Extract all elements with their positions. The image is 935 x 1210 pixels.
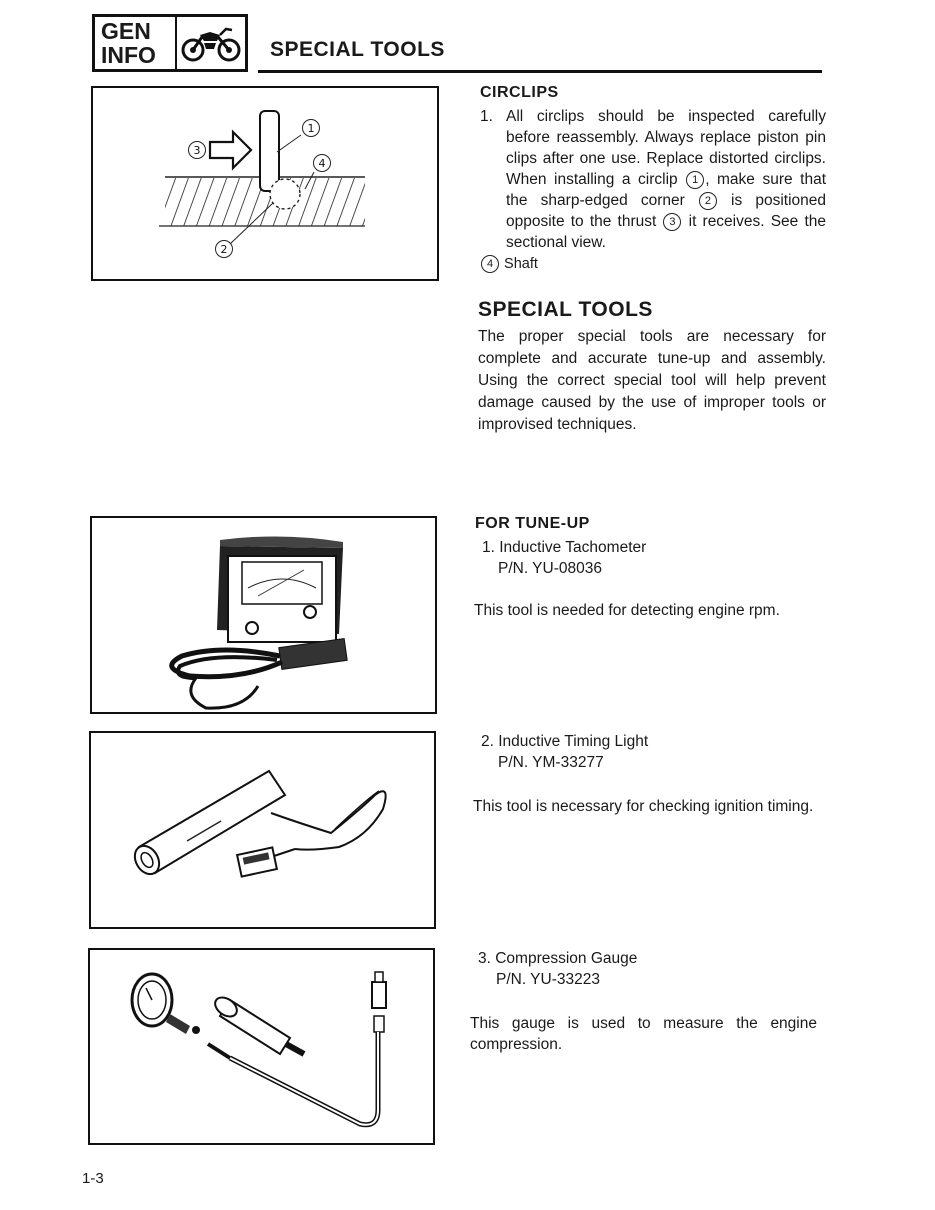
tool-2-name: 2. Inductive Timing Light bbox=[481, 733, 649, 750]
circlips-text-1: All circlips should be inspected carefully before reassembly. Always replace piston pin clips after one use. Replace distorted circlips. When installing a circlip bbox=[506, 108, 826, 188]
badge-line-info: INFO bbox=[101, 42, 156, 68]
motorcycle-icon bbox=[177, 17, 245, 69]
diagram-label-1: 1 bbox=[307, 122, 315, 135]
compression-gauge-illustration bbox=[90, 950, 433, 1143]
page-number: 1-3 bbox=[82, 1170, 104, 1187]
tool-3-name: 3. Compression Gauge bbox=[478, 950, 638, 967]
timing-light-panel bbox=[89, 731, 436, 929]
tune-up-heading: FOR TUNE-UP bbox=[475, 515, 590, 532]
tool-2-part-number: P/N. YM-33277 bbox=[498, 754, 604, 771]
tool-1-description: This tool is needed for detecting engine rpm. bbox=[474, 602, 780, 619]
tachometer-illustration bbox=[92, 518, 435, 712]
header-rule bbox=[258, 70, 822, 73]
special-tools-intro: The proper special tools are necessary for complete and accurate tune-up and assembly. Using the correct special tool will help prevent damage caused by the use of improper tools or improvised techniques. bbox=[478, 328, 826, 433]
badge-line-gen: GEN bbox=[101, 18, 151, 44]
compression-gauge-panel bbox=[88, 948, 435, 1145]
tachometer-panel bbox=[90, 516, 437, 714]
circlips-legend bbox=[480, 254, 826, 275]
circlip-diagram-panel bbox=[91, 86, 439, 281]
diagram-label-4: 4 bbox=[318, 157, 326, 170]
badge-text bbox=[95, 17, 177, 69]
diagram-label-3: 3 bbox=[193, 144, 201, 157]
tool-1-name: 1. Inductive Tachometer bbox=[482, 539, 647, 556]
page-header-title: SPECIAL TOOLS bbox=[270, 38, 445, 61]
circlips-legend-marker: 4 bbox=[481, 255, 499, 273]
circlips-marker-1: 1 bbox=[686, 171, 704, 189]
circlips-item-number: 1. bbox=[480, 108, 493, 125]
special-tools-heading: SPECIAL TOOLS bbox=[478, 298, 653, 321]
circlip-sectional-diagram bbox=[93, 88, 437, 279]
circlips-text-3: is positioned opposite to the thrust bbox=[506, 192, 826, 230]
tool-1-part-number: P/N. YU-08036 bbox=[498, 560, 602, 577]
circlips-marker-2: 2 bbox=[699, 192, 717, 210]
circlips-marker-3: 3 bbox=[663, 213, 681, 231]
timing-light-illustration bbox=[91, 733, 434, 927]
tool-3-part-number: P/N. YU-33223 bbox=[496, 971, 600, 988]
circlips-heading: CIRCLIPS bbox=[480, 84, 559, 101]
tool-2-description: This tool is necessary for checking ignition timing. bbox=[473, 798, 814, 815]
circlips-text-2: , make sure that the sharp-edged corner bbox=[506, 171, 826, 209]
circlips-text-4: it receives. See the sectional view. bbox=[506, 213, 826, 251]
gen-info-badge bbox=[92, 14, 248, 72]
circlips-legend-text: Shaft bbox=[504, 256, 538, 272]
diagram-label-2: 2 bbox=[220, 243, 228, 256]
circlips-instruction bbox=[480, 106, 826, 275]
tool-3-description: This gauge is used to measure the engine compression. bbox=[470, 1015, 817, 1053]
